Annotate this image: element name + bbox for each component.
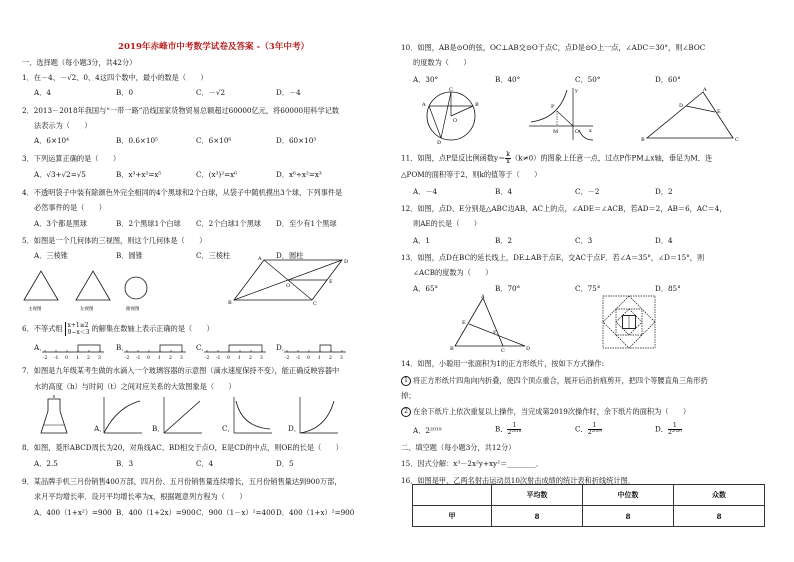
q10-option-b[interactable]: B．40° <box>495 75 521 84</box>
q10-stem-line2: 的度数为（ ） <box>413 58 471 67</box>
q7-option-d[interactable]: D． <box>288 424 301 433</box>
q14-step2 <box>401 407 690 417</box>
table-header-cell: 众数 <box>674 485 765 506</box>
q5-view-label-left: 左视图 <box>80 307 94 312</box>
q13-stem-line2: ∠ACB的度数为（ ） <box>413 268 493 277</box>
q3-option-b[interactable]: B．x³+x²=x⁵ <box>116 170 162 179</box>
q12-label-c: C <box>735 137 739 143</box>
q14-option-d[interactable] <box>655 423 682 436</box>
q4-stem-line1: 4．不透明袋子中装有除颜色外完全相同的4个黑球和2个白球，从袋子中随机摸出3个球，下列事件是 <box>22 188 343 197</box>
q14-option-d-label: D． <box>655 424 668 434</box>
q4-option-d[interactable]: D．至少有1个黑球 <box>276 219 337 228</box>
q14-d-num: 1 <box>668 423 682 430</box>
q14-option-b-fraction <box>507 423 521 436</box>
q6-stem-a: 6．不等式组 <box>22 324 63 333</box>
q6-tick-label: -1 <box>296 356 301 361</box>
q6-tick-label: 3 <box>98 356 101 361</box>
table-header-row <box>413 485 765 506</box>
q14-step1 <box>401 376 708 386</box>
q6-number-line-b <box>124 345 186 361</box>
q8-option-b[interactable]: B．3 <box>116 459 134 468</box>
q6-tick-label: -2 <box>125 356 130 361</box>
q6-stem-b: 的解集在数轴上表示正确的是（ ） <box>91 324 214 333</box>
q12-label-a: A <box>703 87 707 93</box>
q11-label-m: M <box>553 129 559 135</box>
q2-option-d[interactable]: D．60×10³ <box>276 136 317 145</box>
q6-tick-label: 0 <box>65 356 68 361</box>
q6-tick-label: 0 <box>227 356 230 361</box>
q4-option-b[interactable]: B．2个黑球1个白球 <box>116 219 181 228</box>
q10-label-o: O <box>453 118 458 124</box>
q13-option-d[interactable]: D．85° <box>655 284 681 293</box>
q5-three-views-figure <box>18 264 148 312</box>
q14-folded-squares-figure <box>603 296 655 348</box>
q3-option-c[interactable]: C．(x³)²=x⁶ <box>196 170 238 179</box>
q11-option-c[interactable]: C．－2 <box>575 187 600 196</box>
q8-rhombus-figure <box>222 256 354 306</box>
q15-stem: 15．因式分解：x³－2x²y+xy²＝________． <box>401 459 544 468</box>
q6-tick-label: -2 <box>205 356 210 361</box>
q13-option-b[interactable]: B．70° <box>495 284 521 293</box>
q2-stem-line2: 法表示为（ ） <box>34 121 92 130</box>
q13-q14-figures <box>449 294 689 352</box>
q6-tick-label: -1 <box>136 356 141 361</box>
table-row <box>413 506 765 527</box>
q4-option-a[interactable]: A．3个都是黑球 <box>34 219 87 228</box>
q4-option-c[interactable]: C．2个白球1个黑球 <box>196 219 261 228</box>
q1-option-d[interactable]: D．－4 <box>276 88 301 97</box>
q5-option-a[interactable]: A．三棱锥 <box>34 251 68 260</box>
q11-option-d[interactable]: D．2 <box>655 187 673 196</box>
q11-hyperbola-figure <box>529 88 593 140</box>
q13-stem-line1: 13．如图，点D在BC的延长线上，DE⊥AB于点E，交AC于点F．若∠A＝35°，∠D＝15°，则 <box>401 253 705 262</box>
q11-numerator: k <box>506 151 511 158</box>
q6-number-line-d <box>284 345 346 361</box>
q14-step2-number: 2 <box>401 407 411 417</box>
section-heading-fill: 二、填空题（每小题3分，共12分） <box>401 443 516 452</box>
table-cell: 8 <box>583 506 674 527</box>
q13-triangle-figure <box>450 294 530 352</box>
q14-option-c-label: C． <box>575 424 588 434</box>
q6-number-line-a <box>42 345 104 361</box>
q12-stem-line1: 12．如图，点D、E分别是△ABC边AB、AC上的点，∠ADE＝∠ACB，若AD＝2，AB＝6，AC＝4， <box>401 204 727 213</box>
right-column <box>397 0 782 562</box>
q7-stem-line1: 7．如图是九年级某考生做的水滴入一个玻璃容器的示意图（滴水速度保持不变），能正确反映容器中 <box>22 366 340 375</box>
q6-tick-label: 2 <box>249 356 252 361</box>
q14-step2-text: 在余下纸片上依次重复以上操作，当完成第2019次操作时，余下纸片的面积为（ ） <box>413 407 691 416</box>
q2-stem-line1: 2．2013－2018年我国与“一带一路”沿线国家货物贸易总额超过60000亿元，将60000用科学记数 <box>22 106 340 115</box>
q6-tick-label: 2 <box>329 356 332 361</box>
q12-option-c[interactable]: C．3 <box>575 236 593 245</box>
section-heading-choice: 一、选择题（每小题3分，共42分） <box>22 58 137 67</box>
q14-option-b[interactable] <box>495 423 521 436</box>
q8-label-b: B <box>228 300 232 306</box>
q10-stem-line1: 10．如图，AB是⊙O的弦，OC⊥AB交⊙O于点C，点D是⊙O上一点，∠ADC＝30°，则∠BOC <box>401 43 706 52</box>
table-header-cell: 中位数 <box>583 485 674 506</box>
q12-label-b: B <box>641 137 645 143</box>
q1-option-c[interactable]: C．－√2 <box>196 88 226 97</box>
q10-option-d[interactable]: D．60° <box>655 75 681 84</box>
flask-icon <box>41 399 67 433</box>
q12-option-a[interactable]: A．1 <box>413 236 430 245</box>
q8-option-a[interactable]: A．2.5 <box>34 459 58 468</box>
q9-option-d[interactable]: D．400（1+x）²=900 <box>276 508 355 517</box>
q14-option-a[interactable]: A．2²⁰¹⁹ <box>413 426 442 435</box>
q11-denominator: x <box>506 158 510 165</box>
q10-label-b: B <box>475 102 479 108</box>
q5-option-d[interactable]: D．圆柱 <box>276 251 304 260</box>
q9-option-a[interactable]: A．400（1+x²）=900 <box>34 508 112 517</box>
q11-stem-line2: △POM的面积等于2，则k的值等于（ ） <box>401 170 542 179</box>
table-header-cell <box>413 485 492 506</box>
q14-stem: 14．如图，小聪用一张面积为1的正方形纸片，按如下方式操作: <box>401 359 605 368</box>
q8-label-d: D <box>344 259 349 265</box>
q8-label-o: O <box>286 283 291 289</box>
q13-label-b: B <box>450 346 454 352</box>
q12-label-e: E <box>717 109 721 115</box>
q9-stem-line1: 9．某品牌手机三月份销售400万部，四月份、五月份销售量连续增长，五月份销售量达到900万部， <box>22 477 342 486</box>
q11-label-p: P <box>551 104 555 110</box>
q14-option-c-fraction <box>588 423 602 436</box>
page-title: 2019年赤峰市中考数学试卷及答案 -（3年中考） <box>118 42 310 52</box>
q11-stem-a: 11．如图，点P是反比例函数y＝ <box>401 153 506 163</box>
q12-option-d[interactable]: D．4 <box>655 236 673 245</box>
q1-option-a[interactable]: A．4 <box>34 88 51 97</box>
q10-label-c: C <box>449 87 453 93</box>
q5-view-label-top: 俯视图 <box>126 307 140 312</box>
q9-option-c[interactable]: C．900（1－x）²=400 <box>196 508 276 517</box>
q2-option-c[interactable]: C．6×10⁶ <box>196 136 232 145</box>
q9-stem-line2: 求月平均增长率．设月平均增长率为x，根据题意列方程为（ ） <box>34 492 247 501</box>
table-header-cell: 平均数 <box>492 485 583 506</box>
q10-label-d: D <box>437 140 442 144</box>
q6-tick-label: 1 <box>238 356 241 361</box>
q10-circle-figure <box>421 87 479 144</box>
q9-option-b[interactable]: B．400（1+2x）=900 <box>116 508 196 517</box>
q12-label-d: D <box>679 103 684 109</box>
q13-label-a: A <box>481 294 485 300</box>
q2-option-b[interactable]: B．0.6×10⁵ <box>116 136 158 145</box>
q8-option-c[interactable]: C．4 <box>196 459 214 468</box>
q7-graphs-figure <box>40 395 380 439</box>
q7-option-b[interactable]: B． <box>152 424 165 433</box>
q14-c-num: 1 <box>588 423 602 430</box>
q6-tick-label: -1 <box>216 356 221 361</box>
q13-option-c[interactable]: C．75° <box>575 284 601 293</box>
q8-label-c: C <box>313 301 317 306</box>
q6-tick-label: 1 <box>76 356 79 361</box>
left-column <box>0 0 385 562</box>
q6-system-line2: 9−x＜3 <box>67 329 90 336</box>
q6-tick-label: -2 <box>285 356 290 361</box>
q11-label-o: O <box>575 129 580 135</box>
q7-stem-line2: 水的高度（h）与时间（t）之间对应关系的大致图象是（ ） <box>34 382 236 391</box>
q6-tick-label: 1 <box>158 356 161 361</box>
q14-option-c[interactable] <box>575 423 602 436</box>
q14-option-d-fraction <box>668 423 682 436</box>
q5-view-label-front: 主视图 <box>28 307 42 312</box>
q3-option-a[interactable]: A．√3+√2=√5 <box>34 170 86 179</box>
q13-option-a[interactable]: A．65° <box>413 284 439 293</box>
q14-step1-text: 将正方形纸片四角向内折叠，使四个顶点重合，展开后沿折痕剪开，把四个等腰直角三角形扔 <box>413 376 708 385</box>
q13-label-d: D <box>526 346 531 352</box>
q6-tick-label: 3 <box>260 356 263 361</box>
table-cell: 甲 <box>413 506 492 527</box>
q16-stats-table <box>412 484 765 527</box>
q8-option-d[interactable]: D．5 <box>276 459 294 468</box>
q5-option-b[interactable]: B．圆锥 <box>116 251 143 260</box>
q6-option-b[interactable]: B． <box>116 343 129 352</box>
q12-stem-line2: 则AE的长是（ ） <box>413 219 481 228</box>
q6-option-c[interactable]: C． <box>196 343 209 352</box>
q6-stem <box>22 322 214 336</box>
q13-label-f: F <box>493 330 497 336</box>
q6-system <box>65 322 90 336</box>
q10-option-a[interactable]: A．30° <box>413 75 439 84</box>
q14-d-den: 2²⁰²⁰ <box>667 429 682 436</box>
q5-stem: 5．如图是一个几何体的三视图，则这个几何体是（ ） <box>22 236 207 245</box>
q14-step1-number: 1 <box>401 376 411 386</box>
q6-tick-label: 2 <box>87 356 90 361</box>
q12-triangle-figure <box>641 87 739 143</box>
q11-label-x: x <box>589 128 592 134</box>
q11-option-b[interactable]: B．4 <box>495 187 513 196</box>
q11-option-a[interactable]: A．－4 <box>413 187 438 196</box>
q11-stem-line1 <box>401 152 712 165</box>
q8-stem: 8．如图，菱形ABCD周长为20，对角线AC、BD相交于点O，E是CD的中点，则OE的长是（ ） <box>22 443 343 452</box>
q14-b-den: 2²⁰¹⁸ <box>507 429 522 436</box>
q11-stem-b: （k≠0）的图象上任意一点，过点P作PM⊥x轴，垂足为M．连 <box>511 153 713 163</box>
q6-number-line-c <box>204 345 266 361</box>
q10-label-a: A <box>422 102 426 108</box>
q3-option-d[interactable]: D．x⁶÷x²=x³ <box>276 170 322 179</box>
q14-c-den: 2²⁰¹⁹ <box>587 429 602 436</box>
q6-tick-label: -2 <box>43 356 48 361</box>
q14-step1-cont: 掉； <box>401 391 416 400</box>
q6-tick-label: 1 <box>318 356 321 361</box>
q13-label-e: E <box>462 320 466 326</box>
q10-q12-figures <box>413 86 769 144</box>
q6-number-lines-figure <box>42 340 382 362</box>
q7-option-a[interactable]: A． <box>94 424 107 433</box>
q6-tick-label: 0 <box>307 356 310 361</box>
q6-option-d[interactable]: D． <box>276 343 289 352</box>
q1-option-b[interactable]: B．0 <box>116 88 134 97</box>
q6-tick-label: 2 <box>169 356 172 361</box>
q3-stem: 3．下列运算正确的是（ ） <box>22 154 121 163</box>
q6-tick-label: -1 <box>54 356 59 361</box>
table-cell: 8 <box>492 506 583 527</box>
q14-option-b-label: B． <box>495 424 508 434</box>
q16-stem: 16．如图是甲、乙两名射击运动员10次射击成绩的统计表和折线统计图． <box>401 476 635 485</box>
q7-option-c[interactable]: C． <box>222 424 235 433</box>
q6-system-line1: x+1≥2 <box>67 322 89 329</box>
q8-label-a: A <box>258 256 262 262</box>
q6-tick-label: 3 <box>340 356 343 361</box>
q14-b-num: 1 <box>507 423 521 430</box>
q8-label-e: E <box>329 279 333 285</box>
q1-stem: 1．在－4、－√2、0、4这四个数中，最小的数是（ ） <box>22 73 208 82</box>
q11-label-y: y <box>575 88 578 94</box>
q6-option-a[interactable]: A． <box>34 343 47 352</box>
q10-option-c[interactable]: C．50° <box>575 75 601 84</box>
q5-option-c[interactable]: C．三棱柱 <box>196 251 231 260</box>
q4-stem-line2: 必然事件的是（ ） <box>34 203 106 212</box>
q13-label-c: C <box>501 348 505 352</box>
table-cell: 8 <box>674 506 765 527</box>
q12-option-b[interactable]: B．2 <box>495 236 513 245</box>
q6-tick-label: 0 <box>147 356 150 361</box>
q2-option-a[interactable]: A．6×10⁴ <box>34 136 70 145</box>
q6-tick-label: 3 <box>180 356 183 361</box>
